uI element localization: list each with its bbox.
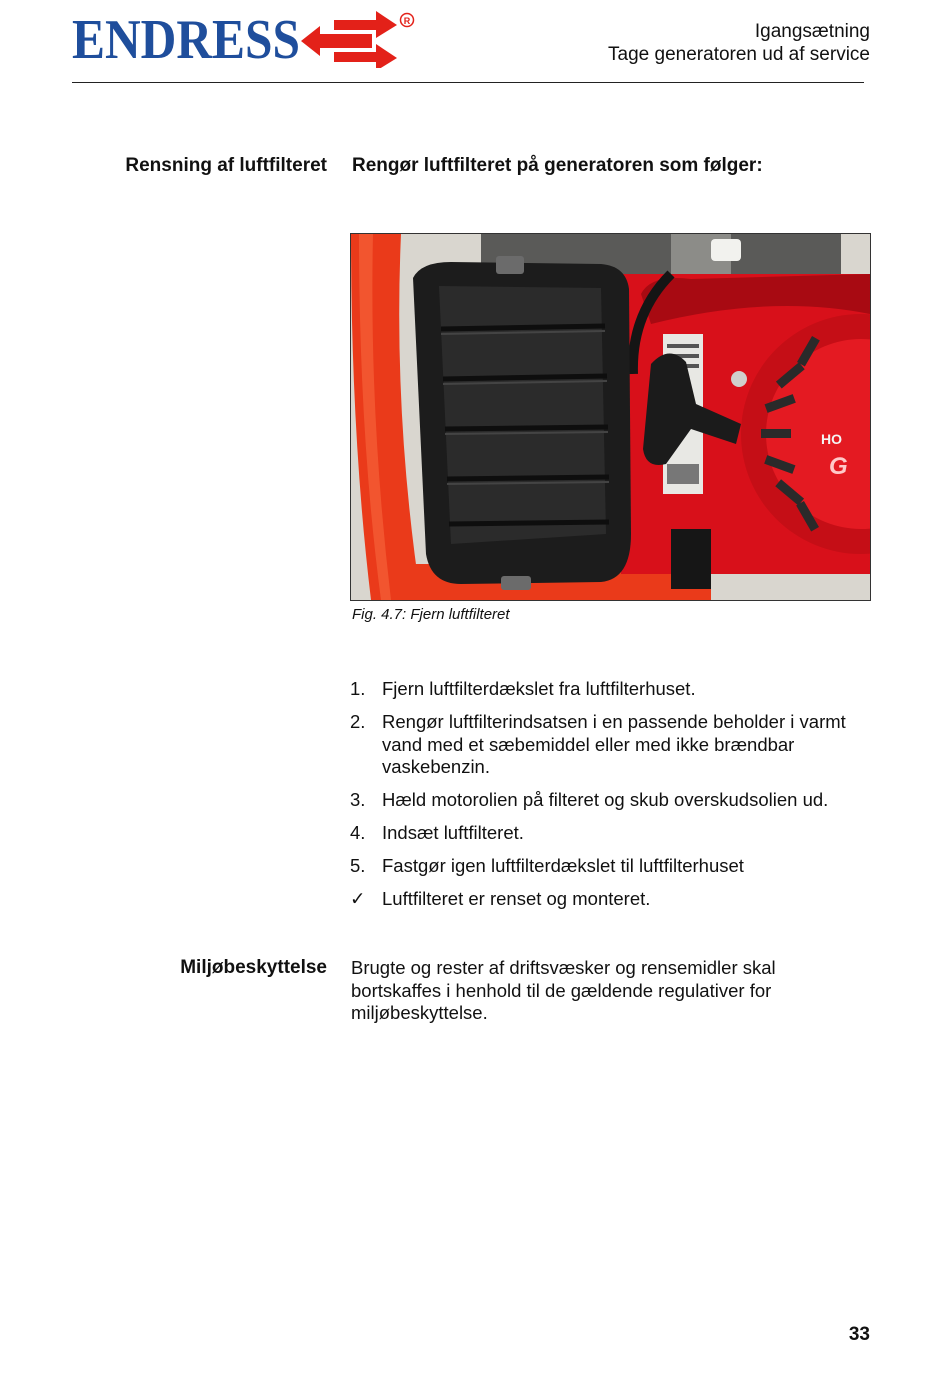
list-item xyxy=(350,789,870,812)
environment-text: Brugte og rester af driftsvæsker og rensemidler skal bortskaffes i henhold til de gældende regulativer for miljøbeskyttelse. xyxy=(351,957,776,1023)
step-text: Fjern luftfilterdækslet fra luftfilterhuset. xyxy=(382,678,696,699)
logo-text: ENDRESS xyxy=(72,9,300,68)
result-text: Luftfilteret er renset og monteret. xyxy=(382,888,651,909)
step-marker: 1. xyxy=(350,678,366,699)
registered-mark-icon xyxy=(401,14,414,27)
page-number: 33 xyxy=(848,1324,870,1345)
header-divider xyxy=(72,82,864,83)
step-text: Rengør luftfilterindsatsen i en passende beholder i varmt vand med et sæbemiddel eller med ikke brændbar vaskebenzin. xyxy=(382,711,846,777)
step-text: Fastgør igen luftfilterdækslet til luftfilterhuset xyxy=(382,855,744,876)
step-marker: 5. xyxy=(350,855,366,876)
figure-air-filter-photo xyxy=(350,233,871,601)
cleaning-steps-list xyxy=(350,678,870,921)
svg-text:R: R xyxy=(403,16,411,26)
step-marker: 3. xyxy=(350,789,366,810)
list-item xyxy=(350,678,870,701)
svg-text:HO: HO xyxy=(821,431,842,447)
step-marker: 2. xyxy=(350,711,366,732)
checkmark-icon: ✓ xyxy=(350,888,366,909)
running-header xyxy=(608,20,870,66)
list-item xyxy=(350,855,870,878)
endress-logo xyxy=(72,8,417,68)
air-filter-heading: Rengør luftfilteret på generatoren som følger: xyxy=(352,155,763,176)
air-filter-side-heading: Rensning af luftfilteret xyxy=(125,155,327,176)
step-marker: 4. xyxy=(350,822,366,843)
environment-side-heading: Miljøbeskyttelse xyxy=(180,957,327,978)
chapter-title: Igangsætning xyxy=(754,21,870,42)
figure-caption: Fig. 4.7: Fjern luftfilteret xyxy=(352,606,510,623)
step-text: Indsæt luftfilteret. xyxy=(382,822,524,843)
list-item xyxy=(350,711,870,779)
logo-arrows-icon xyxy=(301,11,397,68)
step-text: Hæld motorolien på filteret og skub overskudsolien ud. xyxy=(382,789,829,810)
list-item xyxy=(350,822,870,845)
list-item xyxy=(350,888,870,911)
section-title: Tage generatoren ud af service xyxy=(608,44,870,65)
svg-text:G: G xyxy=(829,453,848,480)
